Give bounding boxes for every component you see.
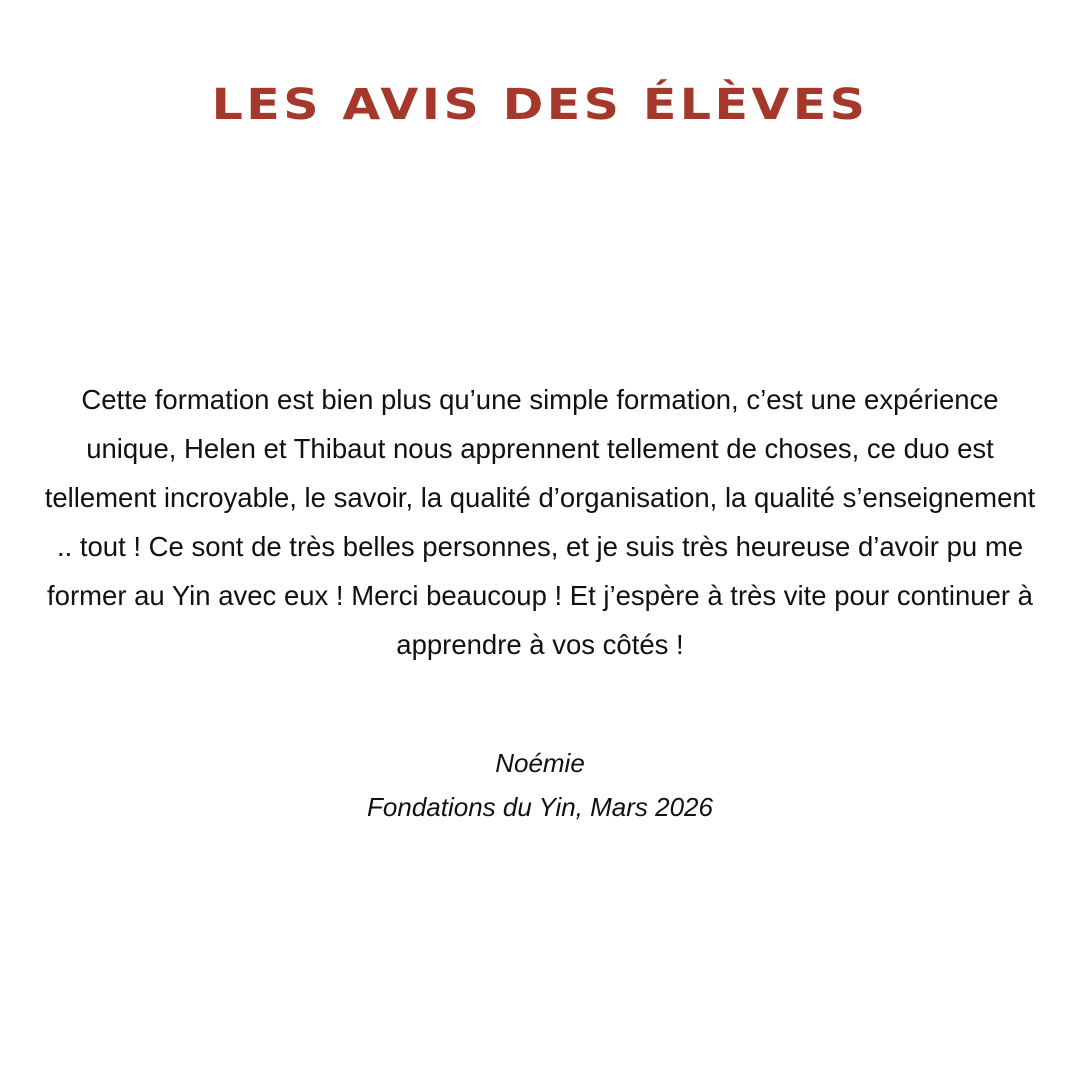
page-title: LES AVIS DES ÉLÈVES	[211, 80, 869, 130]
author-name: Noémie	[495, 748, 585, 778]
signature-block	[0, 741, 1080, 829]
testimonial-text: Cette formation est bien plus qu’une simple formation, c’est une expérience unique, Helen et Thibaut nous apprennent tellement de choses, ce duo est tellement incroyable, le savoir, la qualité d’organisation, la qualité s’enseignement .. tout ! Ce sont de très belles personnes, et je suis très heureuse d’avoir pu me former au Yin avec eux ! Merci beaucoup ! Et j’espère à très vite pour continuer à apprendre à vos côtés !	[44, 383, 1036, 660]
course-name: Fondations du Yin, Mars 2026	[367, 792, 713, 822]
